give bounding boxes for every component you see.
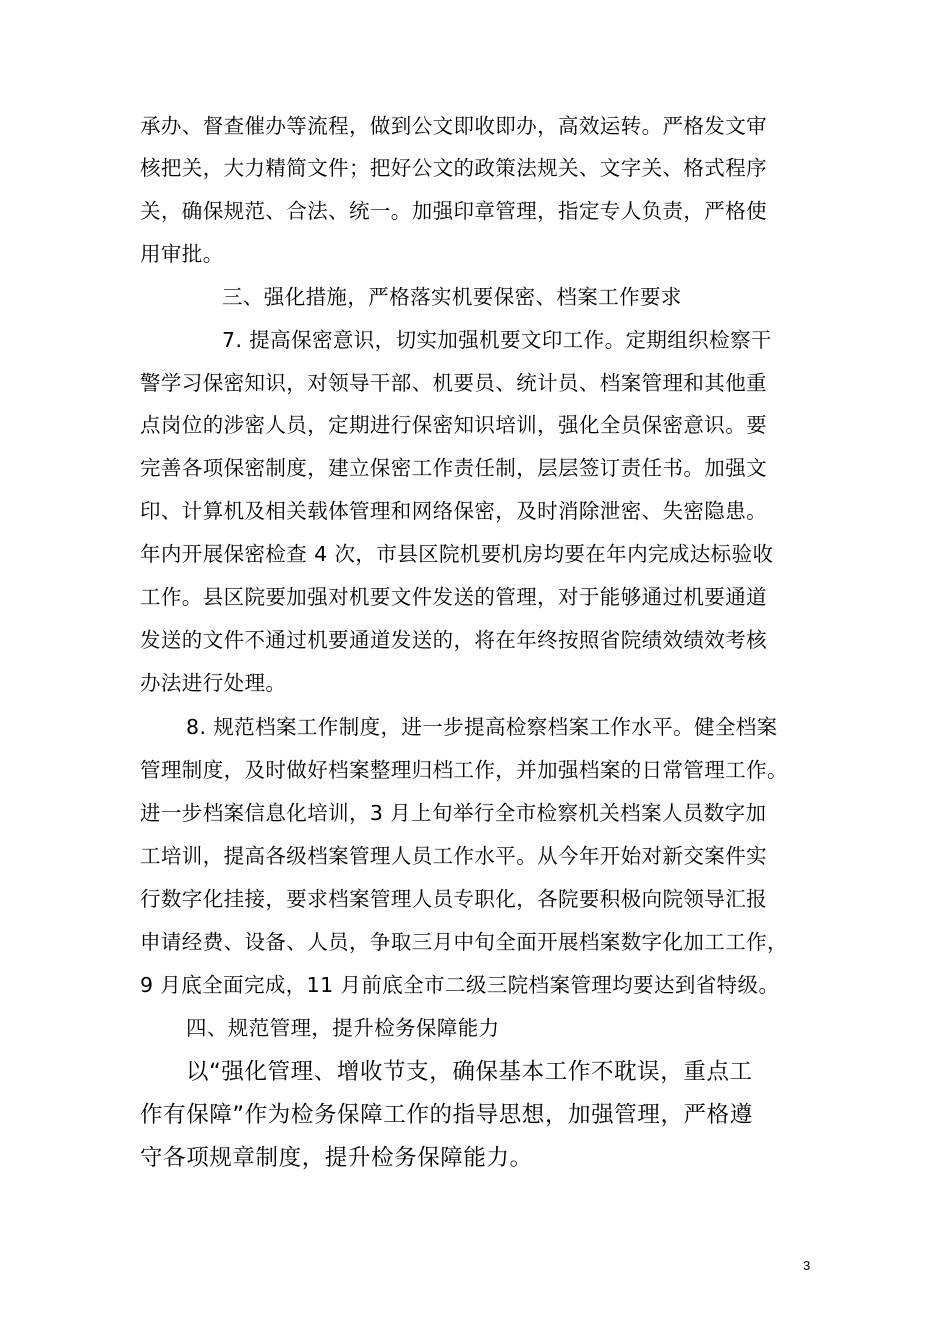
text-line: 点岗位的涉密人员，定期进行保密知识培训，强化全员保密意识。要 [140, 413, 767, 437]
text-line: 作有保障”作为检务保障工作的指导思想，加强管理，严格遵 [140, 1102, 753, 1128]
text-line: 警学习保密知识，对领导干部、机要员、统计员、档案管理和其他重 [140, 371, 767, 395]
page-number: 3 [803, 1258, 811, 1273]
text-line: 进一步档案信息化培训，3 月上旬举行全市检察机关档案人员数字加 [140, 801, 767, 825]
text-line: 用审批。 [140, 242, 224, 266]
text-line: 承办、督查催办等流程，做到公文即收即办，高效运转。严格发文审 [140, 114, 767, 138]
text-line: 发送的文件不通过机要通道发送的，将在年终按照省院绩效绩效考核 [140, 628, 767, 652]
section-heading-3: 三、强化措施，严格落实机要保密、档案工作要求 [222, 285, 682, 309]
text-line: 行数字化挂接，要求档案管理人员专职化，各院要积极向院领导汇报 [140, 887, 767, 911]
text-line: 印、计算机及相关载体管理和网络保密，及时消除泄密、失密隐患。 [140, 499, 767, 523]
text-line: 办法进行处理。 [140, 671, 287, 695]
text-line: 7. 提高保密意识，切实加强机要文印工作。定期组织检察干 [222, 328, 772, 352]
section-heading-4: 四、规范管理，提升检务保障能力 [186, 1016, 500, 1040]
text-line: 申请经费、设备、人员，争取三月中旬全面开展档案数字化加工工作， [140, 930, 788, 954]
text-line: 工作。县区院要加强对机要文件发送的管理，对于能够通过机要通道 [140, 585, 767, 609]
text-line: 守各项规章制度，提升检务保障能力。 [140, 1145, 533, 1171]
text-line: 工培训，提高各级档案管理人员工作水平。从今年开始对新交案件实 [140, 844, 767, 868]
text-line: 年内开展保密检查 4 次，市县区院机要机房均要在年内完成达标验收 [140, 542, 774, 566]
text-line: 8. 规范档案工作制度，进一步提高检察档案工作水平。健全档案 [186, 715, 778, 739]
text-line: 关，确保规范、合法、统一。加强印章管理，指定专人负责，严格使 [140, 199, 767, 223]
text-line: 完善各项保密制度，建立保密工作责任制，层层签订责任书。加强文 [140, 456, 767, 480]
text-line: 管理制度，及时做好档案整理归档工作，并加强档案的日常管理工作。 [140, 758, 788, 782]
text-line: 核把关，大力精简文件；把好公文的政策法规关、文字关、格式程序 [140, 156, 767, 180]
text-line: 9 月底全面完成，11 月前底全市二级三院档案管理均要达到省特级。 [140, 973, 780, 997]
text-line: 以“强化管理、增收节支，确保基本工作不耽误，重点工 [186, 1059, 753, 1085]
